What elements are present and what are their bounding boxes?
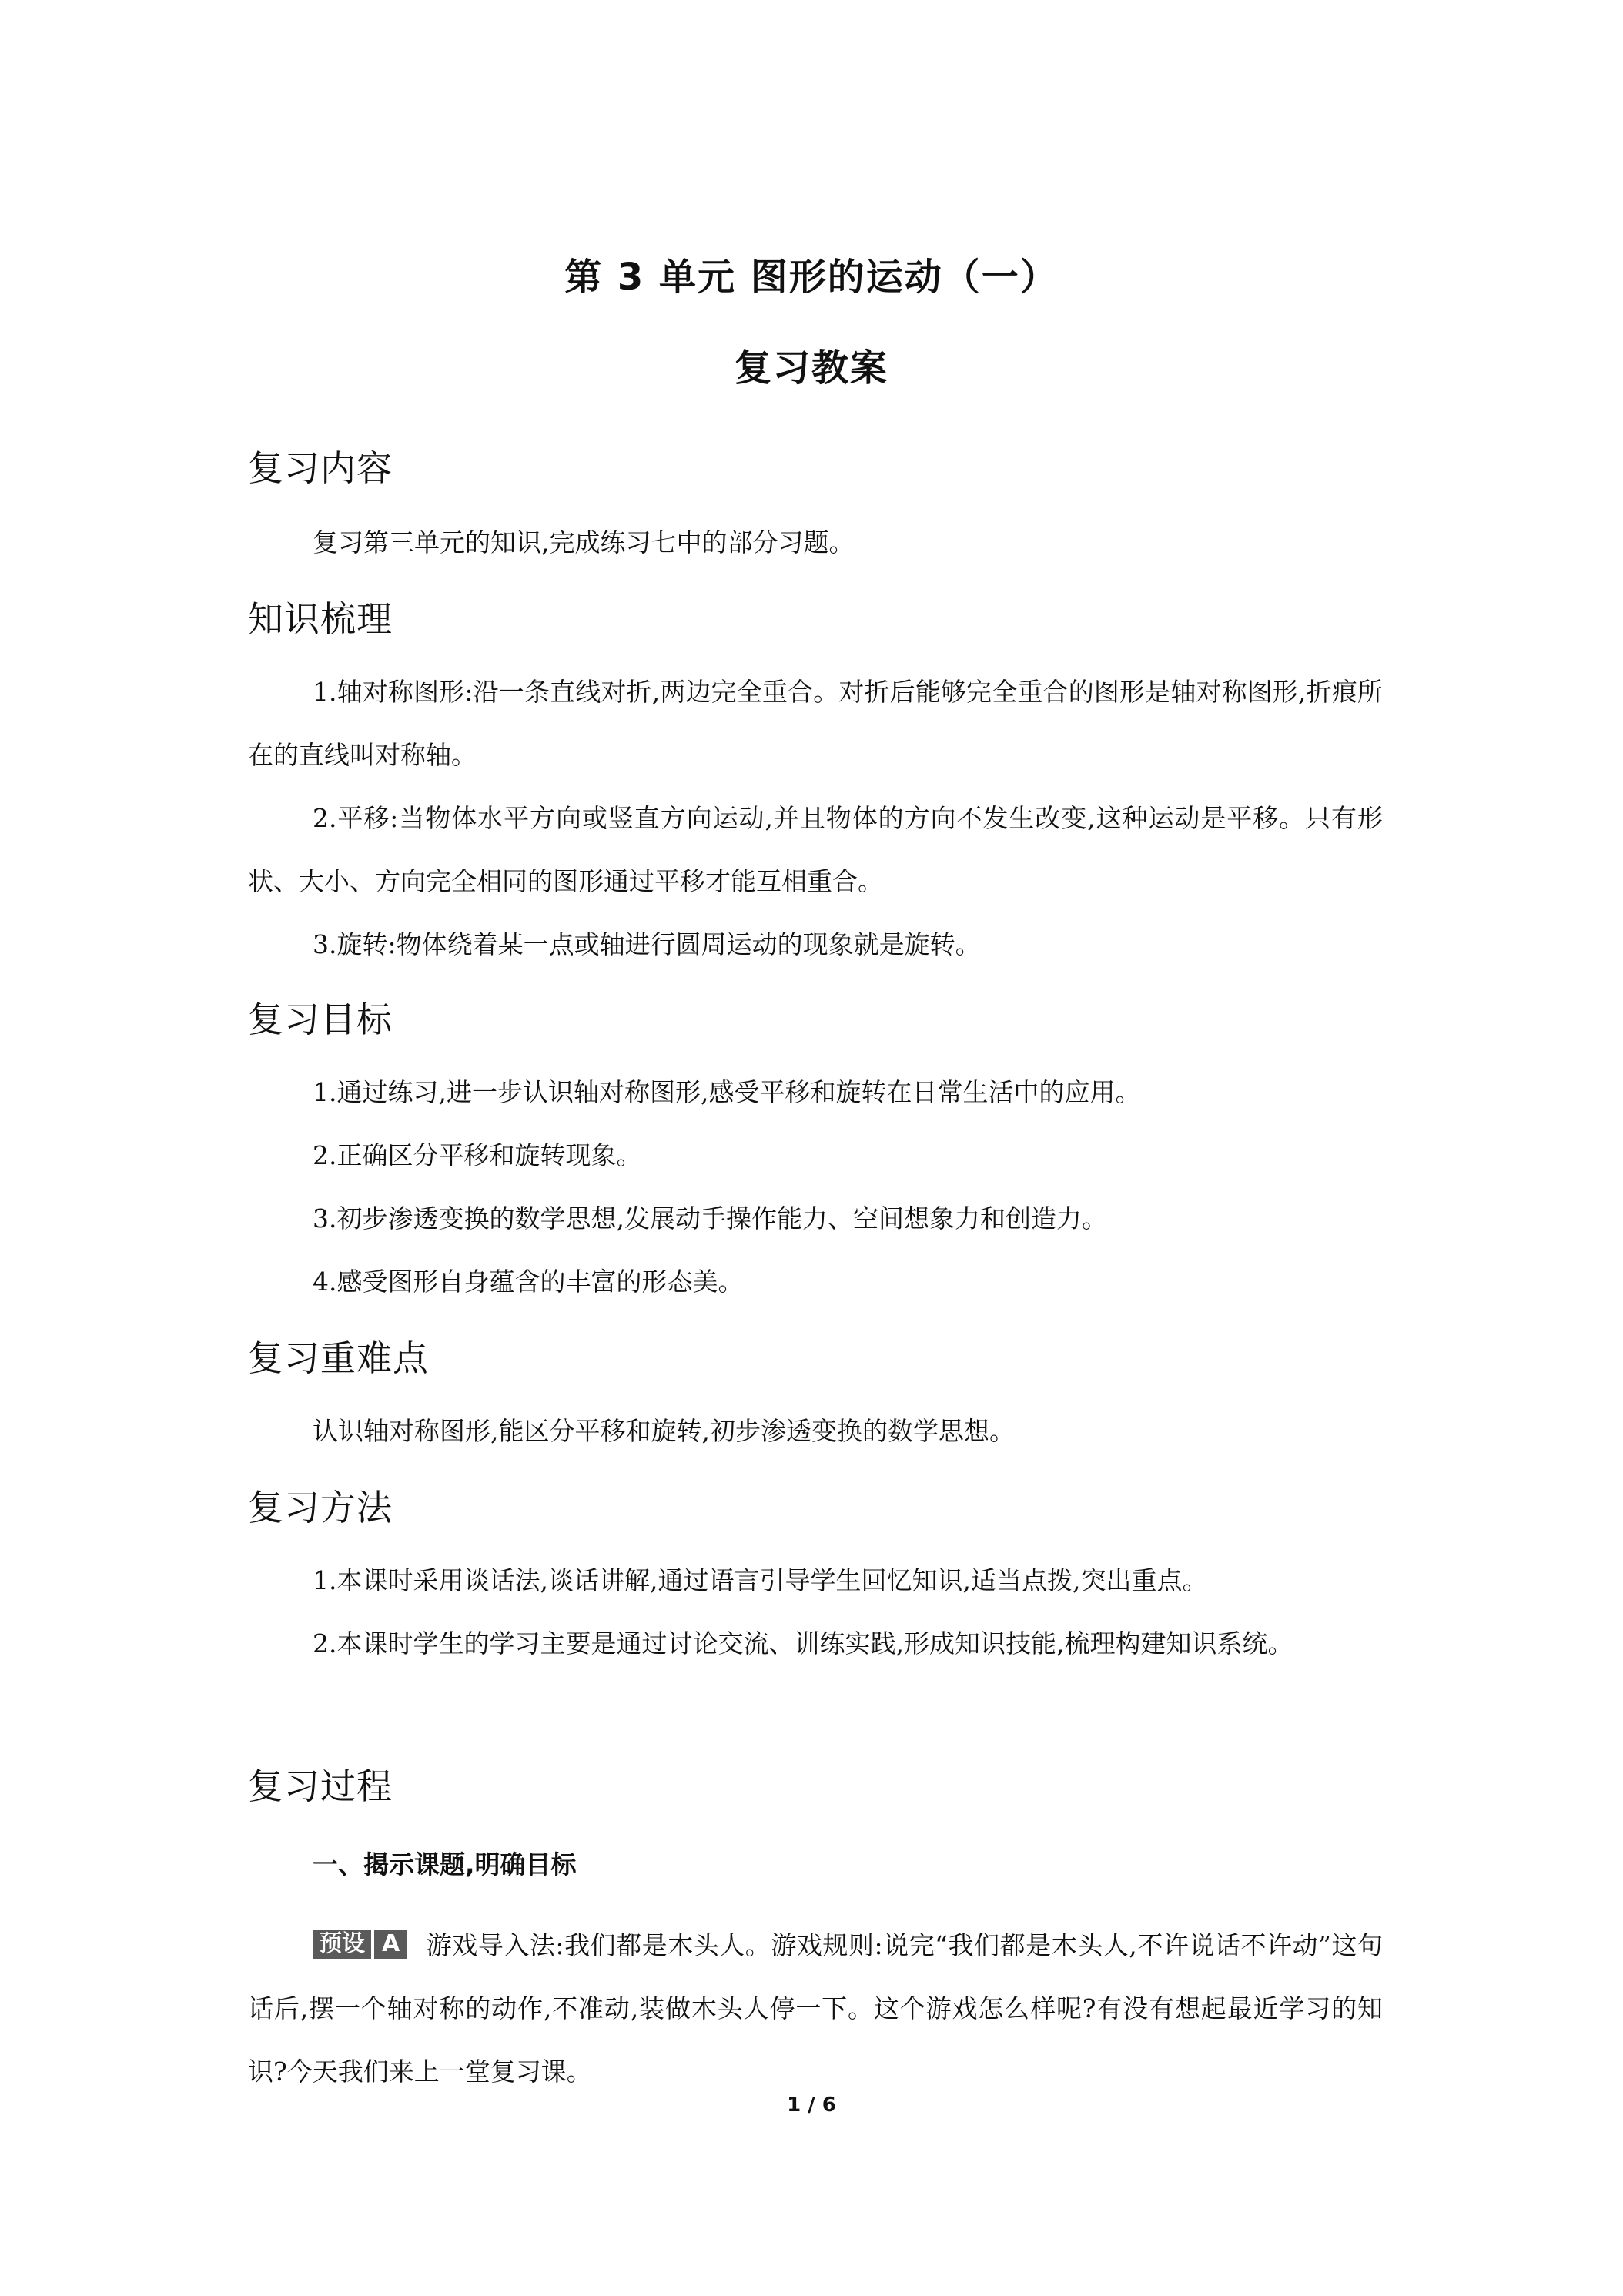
preset-badge bbox=[313, 1930, 407, 1959]
paragraph: 1.通过练习,进一步认识轴对称图形,感受平移和旋转在日常生活中的应用。 bbox=[313, 1077, 1141, 1107]
paragraph: 4.感受图形自身蕴含的丰富的形态美。 bbox=[313, 1267, 744, 1297]
section-heading-review-methods: 复习方法 bbox=[248, 1487, 393, 1528]
section-heading-knowledge-summary: 知识梳理 bbox=[248, 598, 393, 640]
subsection-heading: 一、揭示课题,明确目标 bbox=[313, 1849, 577, 1879]
preset-badge-label: 预设 bbox=[313, 1930, 371, 1959]
paragraph: 1.本课时采用谈话法,谈话讲解,通过语言引导学生回忆知识,适当点拨,突出重点。 bbox=[313, 1565, 1208, 1595]
section-heading-key-points: 复习重难点 bbox=[248, 1337, 429, 1379]
paragraph: 认识轴对称图形,能区分平移和旋转,初步渗透变换的数学思想。 bbox=[313, 1416, 1015, 1446]
section-heading-review-process: 复习过程 bbox=[248, 1766, 393, 1807]
paragraph: 3.初步渗透变换的数学思想,发展动手操作能力、空间想象力和创造力。 bbox=[313, 1203, 1107, 1233]
paragraph: 1.轴对称图形:沿一条直线对折,两边完全重合。对折后能够完全重合的图形是轴对称图形,折痕所在的直线叫对称轴。 bbox=[248, 677, 1383, 770]
paragraph: 3.旋转:物体绕着某一点或轴进行圆周运动的现象就是旋转。 bbox=[313, 929, 981, 959]
section-heading-review-goals: 复习目标 bbox=[248, 999, 393, 1040]
paragraph: 2.本课时学生的学习主要是通过讨论交流、训练实践,形成知识技能,梳理构建知识系统。 bbox=[313, 1628, 1293, 1658]
paragraph-text: 游戏导入法:我们都是木头人。游戏规则:说完“我们都是木头人,不许说话不许动”这句话后,摆一个轴对称的动作,不准动,装做木头人停一下。这个游戏怎么样呢?有没有想起最近学习的知识?今天我们来上一堂复习课。 bbox=[248, 1930, 1383, 2087]
paragraph: 2.平移:当物体水平方向或竖直方向运动,并且物体的方向不发生改变,这种运动是平移。只有形状、大小、方向完全相同的图形通过平移才能互相重合。 bbox=[248, 803, 1383, 896]
preset-badge-letter: A bbox=[374, 1930, 407, 1959]
paragraph: 复习第三单元的知识,完成练习七中的部分习题。 bbox=[313, 527, 855, 557]
document-subtitle: 复习教案 bbox=[734, 346, 888, 390]
paragraph: 2.正确区分平移和旋转现象。 bbox=[313, 1140, 642, 1170]
paragraph-with-badge bbox=[248, 1914, 1383, 2104]
section-heading-review-content: 复习内容 bbox=[248, 447, 393, 489]
document-title: 第 3 单元 图形的运动（一） bbox=[564, 256, 1059, 299]
page-number: 1 / 6 bbox=[787, 2094, 836, 2117]
